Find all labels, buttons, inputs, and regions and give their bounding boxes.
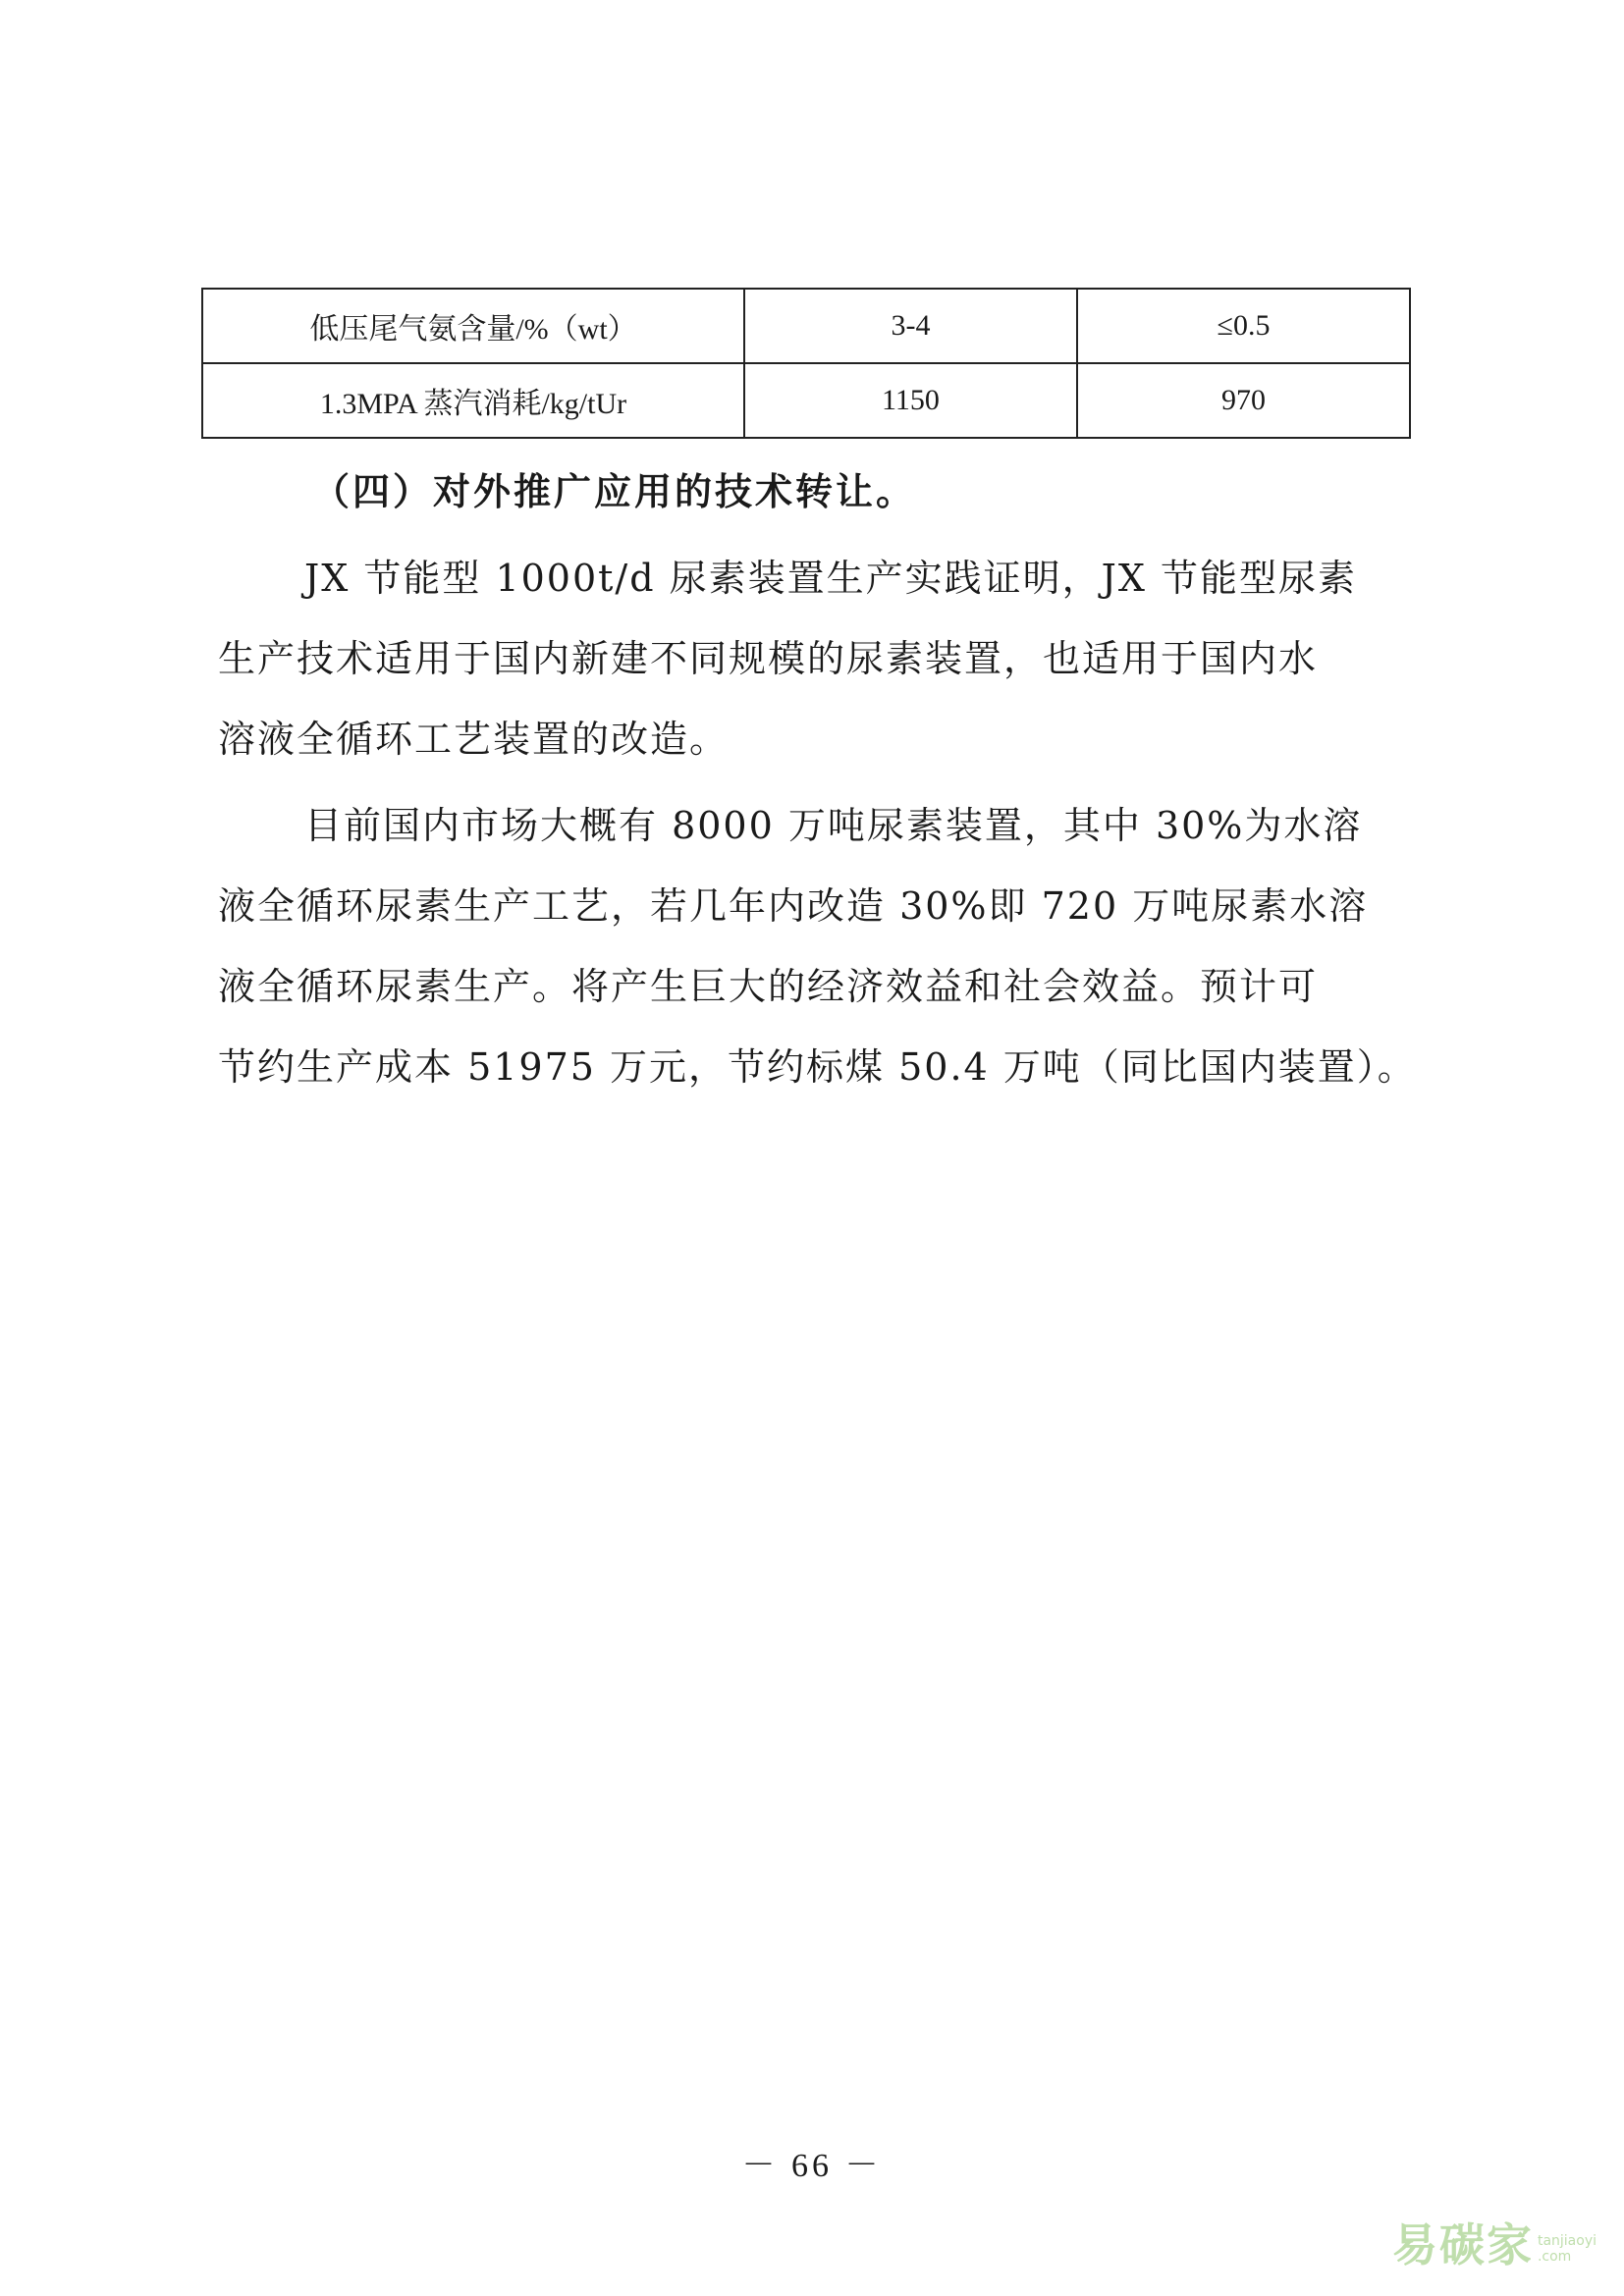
watermark-domain-bottom: .com [1537,2249,1572,2265]
paragraph-line: 节约生产成本 51975 万元，节约标煤 50.4 万吨（同比国内装置）。 [218,1045,1417,1089]
section-heading: （四）对外推广应用的技术转让。 [312,469,917,513]
paragraph-line: 液全循环尿素生产工艺，若几年内改造 30%即 720 万吨尿素水溶 [218,884,1369,928]
watermark-domain-top: tanjiaoyi [1537,2233,1597,2249]
watermark-text: 易碳家 [1391,2218,1534,2271]
table-row [202,363,1410,438]
paragraph-market-benefit [218,785,1431,1107]
spec-table [201,288,1411,439]
table-cell: ≤0.5 [1077,289,1410,363]
paragraph-line: 目前国内市场大概有 8000 万吨尿素装置，其中 30%为水溶 [304,804,1363,847]
watermark-domain [1538,2233,1597,2274]
table-cell: 1.3MPA 蒸汽消耗/kg/tUr [202,363,744,438]
watermark-logo [1392,2210,1597,2274]
table-cell: 1150 [744,363,1077,438]
paragraph-line: 生产技术适用于国内新建不同规模的尿素装置，也适用于国内水 [218,637,1319,680]
table-cell: 3-4 [744,289,1077,363]
paragraph-line: 液全循环尿素生产。将产生巨大的经济效益和社会效益。预计可 [218,965,1319,1008]
paragraph-line: 溶液全循环工艺装置的改造。 [218,718,730,761]
paragraph-line: JX 节能型 1000t/d 尿素装置生产实践证明，JX 节能型尿素 [304,557,1357,600]
table-cell: 970 [1077,363,1410,438]
table-cell: 低压尾气氨含量/%（wt） [202,289,744,363]
table-row [202,289,1410,363]
page-number: － 66 － [741,2148,883,2184]
paragraph-tech-applicability [218,538,1431,779]
